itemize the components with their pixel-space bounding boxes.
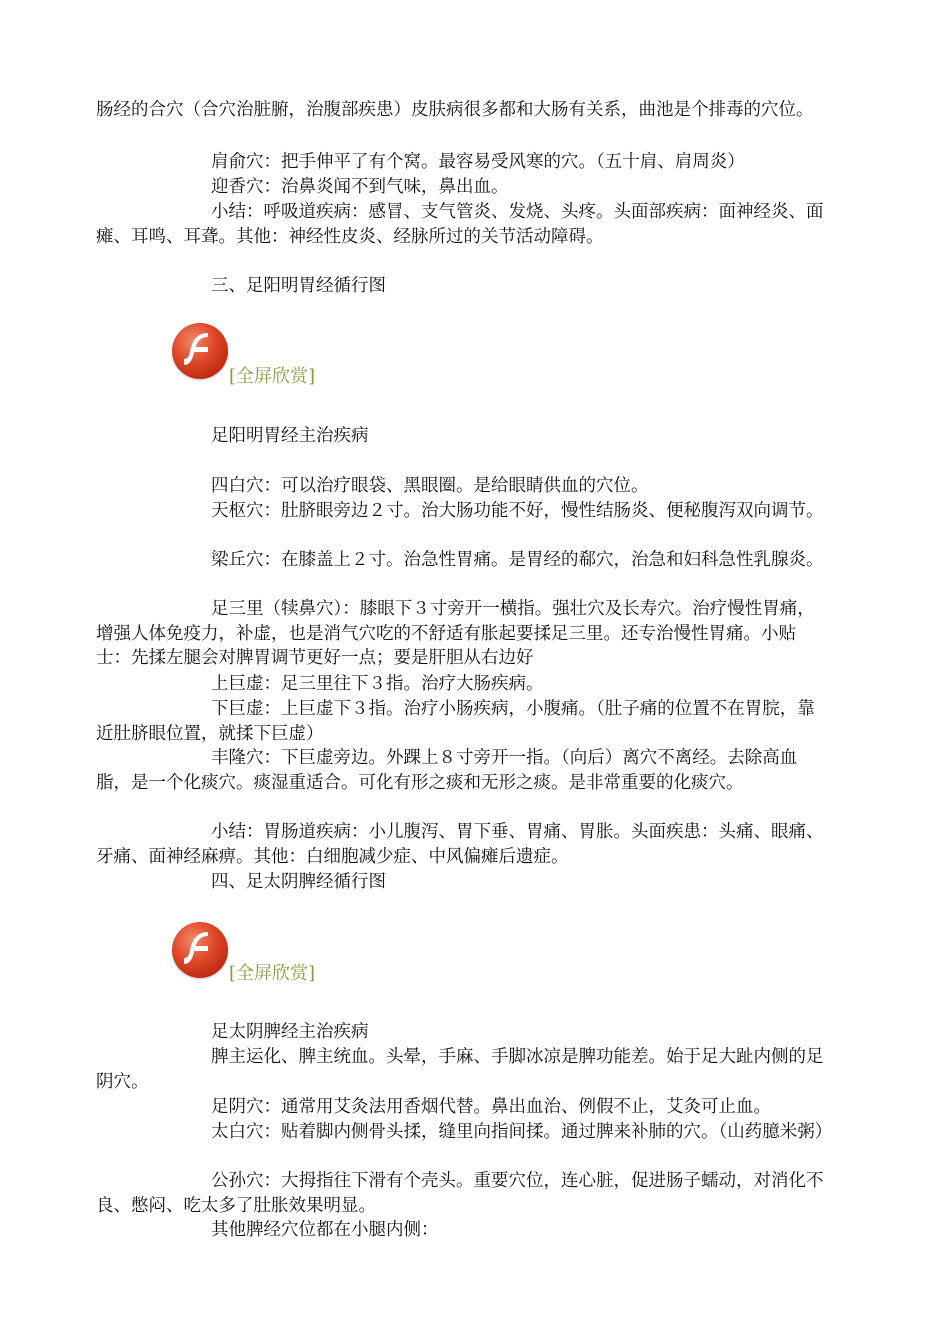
paragraph-zuyin: 足阴穴：通常用艾灸法用香烟代替。鼻出血治、例假不止，艾灸可止血。 <box>211 1097 771 1117</box>
paragraph-summary-colon: 小结：呼吸道疾病：感冒、支气管炎、发烧、头疼。头面部疾病：面神经炎、面瘫、耳鸣、耳聋。其他：神经性皮炎、经脉所过的关节活动障碍。 <box>96 202 824 247</box>
paragraph-summary-stomach: 小结：胃肠道疾病：小儿腹泻、胃下垂、胃痛、胃胀。头面疾患：头痛、眼痛、牙痛、面神经麻痹。其他：白细胞减少症、中风偏瘫后遗症。 <box>96 822 824 867</box>
section-heading-spleen-meridian: 四、足太阴脾经循行图 <box>211 872 386 892</box>
paragraph-taibai: 太白穴：贴着脚内侧骨头揉，缝里向指间揉。通过脾来补肺的穴。（山药臆米粥） <box>211 1122 833 1142</box>
paragraph-other-spleen-points: 其他脾经穴位都在小腿内侧： <box>211 1220 439 1240</box>
paragraph-sibai: 四白穴：可以治疗眼袋、黑眼圈。是给眼睛供血的穴位。 <box>211 476 649 496</box>
paragraph-colon-meridian-hequ: 肠经的合穴（合穴治脏腑，治腹部疾患）皮肤病很多都和大肠有关系，曲池是个排毒的穴位。 <box>96 100 814 120</box>
section-subheading-spleen-diseases: 足太阴脾经主治疾病 <box>211 1022 369 1042</box>
paragraph-tianshu: 天枢穴：肚脐眼旁边２寸。治大肠功能不好，慢性结肠炎、便秘腹泻双向调节。 <box>211 501 824 521</box>
paragraph-shangjuxu: 上巨虚：足三里往下３指。治疗大肠疾病。 <box>211 674 544 694</box>
paragraph-xiajuxu: 下巨虚：上巨虚下３指。治疗小肠疾病，小腹痛。（肚子痛的位置不在胃脘，靠近肚脐眼位置，就揉下巨虚） <box>96 699 815 744</box>
paragraph-spleen-function: 脾主运化、脾主统血。头晕，手麻、手脚冰凉是脾功能差。始于足大趾内侧的足阴穴。 <box>96 1047 824 1092</box>
flash-player-icon[interactable] <box>172 922 228 978</box>
section-heading-stomach-meridian: 三、足阳明胃经循行图 <box>211 276 386 296</box>
paragraph-yingxiang: 迎香穴：治鼻炎闻不到气味，鼻出血。 <box>211 177 509 197</box>
fullscreen-link-stomach[interactable]: [全屏欣赏] <box>229 366 316 387</box>
fullscreen-link-spleen[interactable]: [全屏欣赏] <box>229 963 316 984</box>
paragraph-fenglong: 丰隆穴：下巨虚旁边。外踝上８寸旁开一指。（向后）离穴不离经。去除高血脂，是一个化痰穴。痰湿重适合。可化有形之痰和无形之痰。是非常重要的化痰穴。 <box>96 748 798 793</box>
paragraph-zusanli: 足三里（犊鼻穴）：膝眼下３寸旁开一横指。强壮穴及长寿穴。治疗慢性胃痛，增强人体免疫力，补虚，也是消气穴吃的不舒适有胀起要揉足三里。还专治慢性胃痛。小贴士：先揉左腿会对脾胃调节更好一点；要是肝胆从右边好 <box>96 599 815 668</box>
section-subheading-stomach-diseases: 足阳明胃经主治疾病 <box>211 426 369 446</box>
paragraph-liangqiu: 梁丘穴：在膝盖上２寸。治急性胃痛。是胃经的郗穴，治急和妇科急性乳腺炎。 <box>211 550 824 570</box>
paragraph-jianyu: 肩俞穴：把手伸平了有个窝。最容易受风寒的穴。（五十肩、肩周炎） <box>211 152 745 172</box>
paragraph-gongsun: 公孙穴：大拇指往下滑有个壳头。重要穴位，连心脏，促进肠子蠕动，对消化不良、憋闷、吃太多了肚胀效果明显。 <box>96 1171 824 1216</box>
flash-player-icon[interactable] <box>172 323 228 379</box>
